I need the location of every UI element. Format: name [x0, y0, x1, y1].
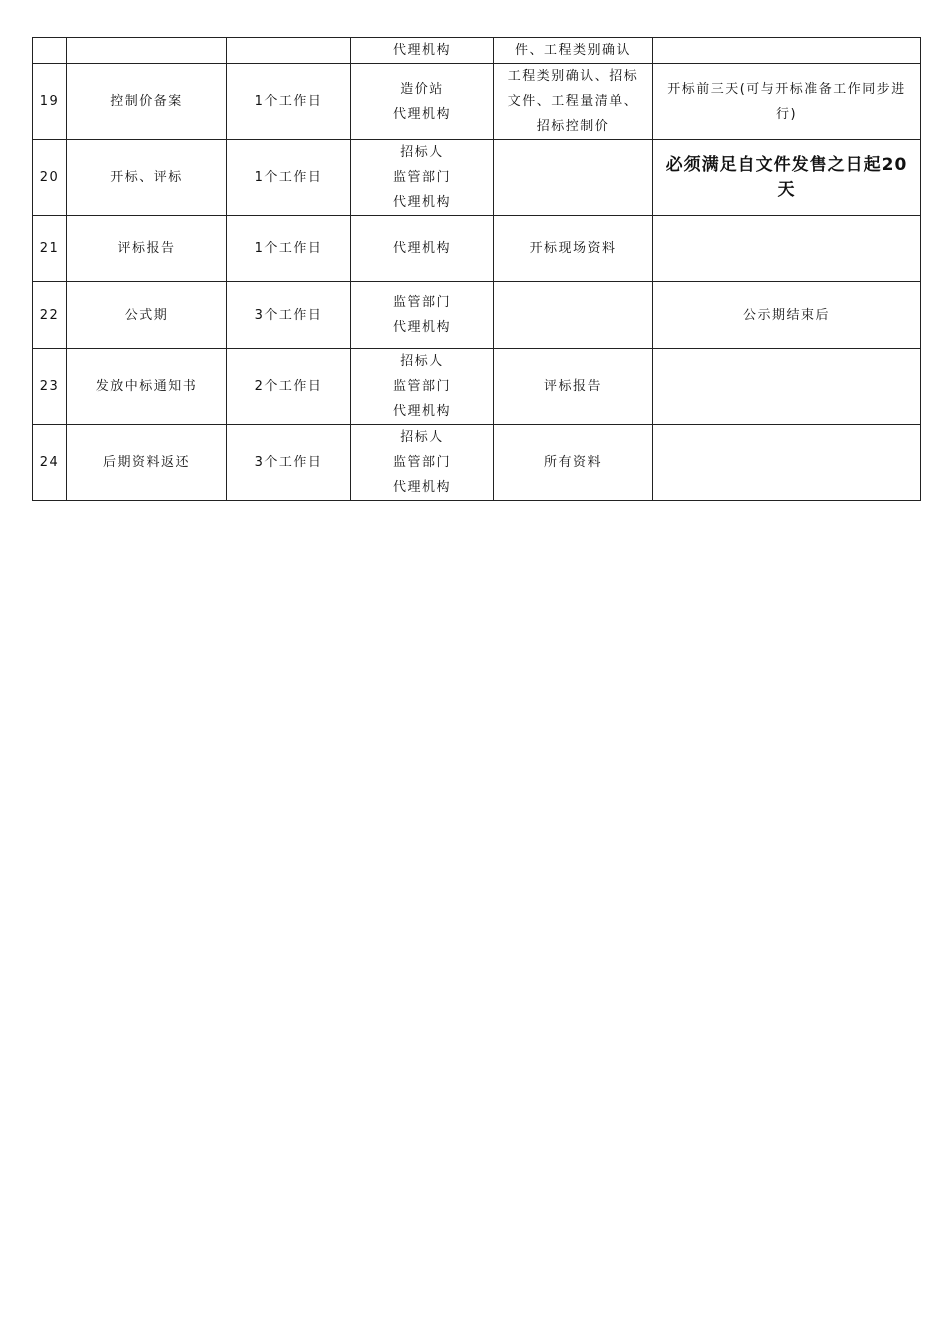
material-line: 招标控制价 [536, 119, 610, 134]
party: 监管部门 [392, 379, 451, 394]
responsible-parties [351, 349, 494, 425]
table-row [33, 282, 921, 349]
table-row [33, 425, 921, 501]
party: 代理机构 [392, 320, 451, 335]
remark [653, 38, 921, 64]
duration: 1个工作日 [227, 140, 351, 216]
party: 招标人 [400, 354, 444, 369]
material-line: 开标现场资料 [529, 241, 617, 256]
remark: 开标前三天(可与开标准备工作同步进行) [653, 64, 921, 140]
duration: 3个工作日 [227, 425, 351, 501]
row-number: 19 [33, 64, 67, 140]
duration [227, 38, 351, 64]
row-number: 24 [33, 425, 67, 501]
responsible-parties [351, 282, 494, 349]
required-materials [494, 140, 653, 216]
required-materials [494, 38, 653, 64]
responsible-parties [351, 425, 494, 501]
step-name: 公式期 [67, 282, 227, 349]
material-line: 评标报告 [543, 379, 602, 394]
required-materials [494, 349, 653, 425]
party: 代理机构 [392, 43, 451, 58]
party: 代理机构 [392, 404, 451, 419]
step-name: 发放中标通知书 [67, 349, 227, 425]
table-row [33, 38, 921, 64]
duration: 1个工作日 [227, 216, 351, 282]
party: 代理机构 [392, 106, 451, 122]
remark: 必须满足自文件发售之日起20天 [653, 140, 921, 216]
responsible-parties [351, 64, 494, 140]
step-name: 开标、评标 [67, 140, 227, 216]
row-number: 22 [33, 282, 67, 349]
party: 监管部门 [392, 295, 451, 310]
table-row [33, 140, 921, 216]
responsible-parties [351, 38, 494, 64]
table-row [33, 349, 921, 425]
remark [653, 425, 921, 501]
step-name: 后期资料返还 [67, 425, 227, 501]
row-number [33, 38, 67, 64]
material-line: 所有资料 [543, 455, 602, 470]
duration: 3个工作日 [227, 282, 351, 349]
remark [653, 216, 921, 282]
row-number: 23 [33, 349, 67, 425]
row-number: 20 [33, 140, 67, 216]
procedure-table [32, 37, 921, 501]
party: 代理机构 [392, 195, 451, 210]
party: 监管部门 [392, 170, 451, 185]
step-name [67, 38, 227, 64]
party: 造价站 [400, 81, 444, 97]
step-name: 控制价备案 [67, 64, 227, 140]
material-line: 文件、工程量清单、 [507, 94, 639, 109]
party: 招标人 [400, 145, 444, 160]
required-materials [494, 282, 653, 349]
table-row [33, 64, 921, 140]
step-name: 评标报告 [67, 216, 227, 282]
party: 代理机构 [392, 480, 451, 495]
required-materials [494, 216, 653, 282]
party: 招标人 [400, 430, 444, 445]
required-materials [494, 64, 653, 140]
table-row [33, 216, 921, 282]
party: 监管部门 [392, 455, 451, 470]
responsible-parties [351, 216, 494, 282]
duration: 1个工作日 [227, 64, 351, 140]
remark: 公示期结束后 [653, 282, 921, 349]
material-line: 件、工程类别确认 [514, 43, 631, 58]
duration: 2个工作日 [227, 349, 351, 425]
responsible-parties [351, 140, 494, 216]
required-materials [494, 425, 653, 501]
remark [653, 349, 921, 425]
row-number: 21 [33, 216, 67, 282]
material-line: 工程类别确认、招标 [507, 69, 639, 84]
party: 代理机构 [392, 241, 451, 256]
